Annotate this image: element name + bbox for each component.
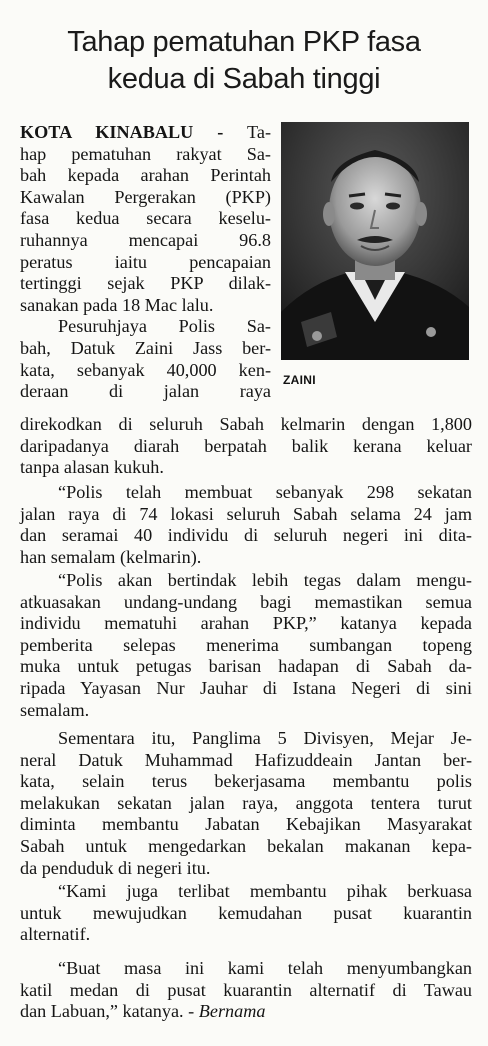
- article-line: “Polis akan bertindak lebih tegas dalam mengu-: [58, 570, 472, 590]
- article-line: tanpa alasan kukuh.: [20, 457, 164, 478]
- article-line: pemberita selepas menerima sumbangan topeng: [20, 634, 472, 655]
- article-line: atkuasakan undang-undang bagi memastikan semua: [20, 591, 472, 612]
- article-line: katil medan di pusat kuarantin alternatif di Tawau: [20, 979, 472, 1000]
- article-line: hap pematuhan rakyat Sa-: [20, 143, 271, 164]
- article-line: “Polis telah membuat sebanyak 298 sekatan: [58, 482, 472, 502]
- article-line: jalan raya di 74 lokasi seluruh Sabah selama 24 jam: [20, 503, 472, 524]
- article-line: semalam.: [20, 699, 90, 720]
- article-line: Kawalan Pergerakan (PKP): [20, 186, 271, 207]
- article-line: daripadanya diarah berpatah balik kerana keluar: [20, 435, 472, 456]
- article-line: Pesuruhjaya Polis Sa-: [58, 316, 271, 337]
- article-line: untuk mewujudkan kemudahan pusat kuarantin: [20, 902, 472, 923]
- article-line: deraan di jalan raya: [20, 381, 271, 402]
- article-line: Sementara itu, Panglima 5 Divisyen, Mejar Je-: [58, 728, 472, 748]
- article-line: ripada Yayasan Nur Jauhar di Istana Negeri di sini: [20, 678, 472, 698]
- article-line: bah kepada arahan Perintah: [20, 165, 271, 186]
- headline-line-1: Tahap pematuhan PKP fasa: [67, 26, 421, 58]
- article-line: da penduduk di negeri itu.: [20, 857, 211, 878]
- article-line: Sabah untuk mengedarkan bekalan makanan kepa-: [20, 836, 472, 856]
- article-line-text: Ta-: [247, 122, 271, 142]
- article-line-text: dan Labuan,” katanya. -: [20, 1001, 195, 1022]
- article-line: fasa kedua secara keselu-: [20, 208, 271, 229]
- article-line: tertinggi sejak PKP dilak-: [20, 273, 271, 294]
- article-line: melakukan sekatan jalan raya, anggota tentera turut: [20, 792, 472, 813]
- article-line: kata, sebanyak 40,000 ken-: [20, 359, 271, 380]
- article-line: “Buat masa ini kami telah menyumbangkan: [58, 958, 472, 978]
- article-line: [20, 1001, 472, 1023]
- article-line: individu mematuhi arahan PKP,” katanya kepada: [20, 613, 472, 634]
- article-line: bah, Datuk Zaini Jass ber-: [20, 338, 271, 358]
- dateline: KOTA KINABALU -: [20, 122, 224, 142]
- article-line: han semalam (kelmarin).: [20, 546, 202, 567]
- headline-line-2: kedua di Sabah tinggi: [107, 63, 381, 95]
- article-line: [20, 122, 271, 144]
- article-line: sanakan pada 18 Mac lalu.: [20, 294, 214, 315]
- article-line: neral Datuk Muhammad Hafizuddeain Jantan ber-: [20, 749, 472, 770]
- article-line: muka untuk petugas barisan hadapan di Sabah da-: [20, 656, 472, 677]
- byline: Bernama: [198, 1001, 266, 1022]
- photo-caption: ZAINI: [283, 373, 316, 387]
- portrait-illustration: [281, 122, 469, 360]
- article-line: ruhannya mencapai 96.8: [20, 230, 271, 250]
- article-line: “Kami juga terlibat membantu pihak berkuasa: [58, 881, 472, 901]
- article-line: peratus iaitu pencapaian: [20, 251, 271, 272]
- portrait-photo: [281, 122, 469, 360]
- article-line: direkodkan di seluruh Sabah kelmarin dengan 1,800: [20, 414, 472, 434]
- article-line: dan seramai 40 individu di seluruh negeri ini ditа-: [20, 525, 472, 546]
- article-line: kata, selain terus bekerjasama membantu polis: [20, 771, 472, 792]
- article-line: diminta membantu Jabatan Kebajikan Masyarakat: [20, 814, 472, 835]
- article-line: alternatif.: [20, 924, 91, 945]
- headline: [0, 24, 488, 98]
